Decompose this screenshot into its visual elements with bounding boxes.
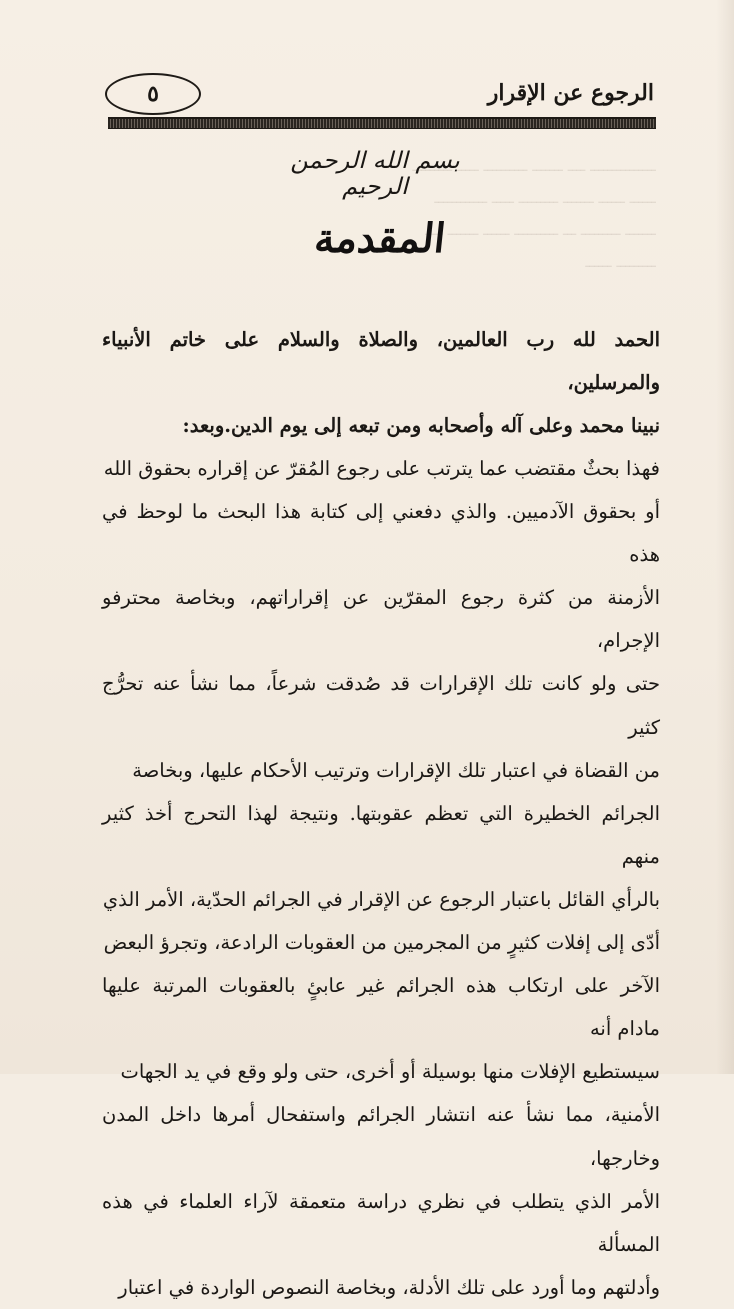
paragraph-line: حتى ولو كانت تلك الإقرارات قد صُدقت شرعاً، مما نشأ عنه تحرُّج كثير bbox=[102, 672, 660, 739]
intro-line: الحمد لله رب العالمين، والصلاة والسلام على خاتم الأنبياء والمرسلين، bbox=[102, 328, 660, 394]
header-rule bbox=[108, 117, 656, 129]
bleed-through-shadow: ـــــــــــــــ ــــ ـــــــ ــــــــــ ـــــ ـــــــــ ــــــ ــــــ ـــــــ ـــــــــ ـــــ ــــــــــــ ـــــــ ـــــــــ ـــ ــــــــــ ــــــ ـــــــ ــــ ـــــــــ ــــــ bbox=[412, 157, 656, 271]
page-number: ٥ bbox=[105, 73, 201, 115]
paragraph-line: الجرائم الخطيرة التي تعظم عقوبتها. ونتيجة لهذا التحرج أخذ كثير منهم bbox=[102, 801, 660, 868]
paragraph-line: أدّى إلى إفلات كثيرٍ من المجرمين من العقوبات الرادعة، وتجرؤ البعض bbox=[103, 931, 660, 955]
basmala-text: بسم الله الرحمن الرحيم bbox=[290, 148, 460, 200]
paragraph-line: الأمنية، مما نشأ عنه انتشار الجرائم واستفحال أمرها داخل المدن وخارجها، bbox=[102, 1103, 660, 1170]
paragraph-line: أو بحقوق الآدميين. والذي دفعني إلى كتابة هذا البحث ما لوحظ في هذه bbox=[102, 500, 660, 567]
paragraph-line: الأزمنة من كثرة رجوع المقرّين عن إقراراتهم، وبخاصة محترفو الإجرام، bbox=[102, 586, 660, 653]
paragraph-line: وأدلتهم وما أورد على تلك الأدلة، وبخاصة النصوص الواردة في اعتبار bbox=[118, 1275, 660, 1299]
paragraph-line: بالرأي القائل باعتبار الرجوع عن الإقرار في الجرائم الحدّية، الأمر الذي bbox=[102, 887, 660, 911]
paragraph-line: الأمر الذي يتطلب في نظري دراسة متعمقة لآراء العلماء في هذه المسألة bbox=[102, 1189, 660, 1256]
section-heading: المقدمة bbox=[312, 215, 448, 262]
paragraph-line: سيستطيع الإفلات منها بوسيلة أو أخرى، حتى ولو وقع في يد الجهات bbox=[120, 1060, 660, 1084]
paragraph-line: من القضاة في اعتبار تلك الإقرارات وترتيب الأحكام عليها، وبخاصة bbox=[132, 758, 660, 782]
page-edge-shadow bbox=[716, 0, 734, 1074]
basmala bbox=[260, 148, 490, 208]
running-title: الرجوع عن الإقرار bbox=[487, 80, 654, 106]
body-text bbox=[102, 318, 660, 1309]
paragraph-line: فهذا بحثٌ مقتضب عما يترتب على رجوع المُقرّ عن إقراره بحقوق الله bbox=[103, 457, 660, 480]
paragraph-line: الآخر على ارتكاب هذه الجرائم غير عابئٍ بالعقوبات المرتبة عليها مادام أنه bbox=[102, 974, 660, 1041]
intro-line: نبينا محمد وعلى آله وأصحابه ومن تبعه إلى يوم الدين.وبعد: bbox=[182, 414, 660, 437]
